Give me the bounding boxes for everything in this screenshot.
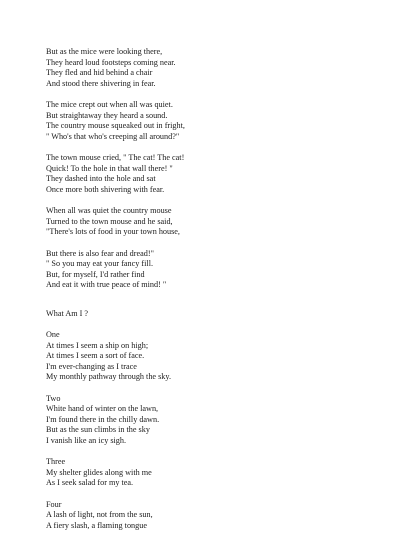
poem-line: I vanish like an icy sigh. [46,435,127,445]
poem-line: But, for myself, I'd rather find [46,269,145,279]
riddle-number: Three [46,457,66,466]
stanza [46,206,386,238]
riddle [46,394,386,447]
poem-line: A fiery slash, a flaming tongue [46,520,147,530]
poem-line: And stood there shivering in fear. [46,78,156,88]
poem-line: Quick! To the hole in that wall there! " [46,163,173,173]
riddle [46,500,386,532]
poem-line: A lash of light, not from the sun, [46,510,153,519]
stanza [46,153,386,195]
poem-line: But as the sun climbs in the sky [46,425,150,434]
poem-title: What Am I ? [46,308,89,318]
riddle [46,330,386,383]
riddle-number: Two [46,393,61,403]
riddle-number: One [46,330,60,339]
riddle-number: Four [46,499,62,509]
poem-line: The town mouse cried, " The cat! The cat! [46,153,185,162]
poem-line: " Who's that who's creeping all around?" [46,131,180,141]
stanza [46,47,386,89]
poem-line: They heard loud footsteps coming near. [46,57,176,67]
poem-line: But there is also fear and dread!" [46,248,154,258]
poem-line: My shelter glides along with me [46,467,152,477]
poem-town-mouse [46,47,386,291]
poem-line: I'm ever-changing as I trace [46,361,137,371]
page-content [46,47,386,542]
riddle [46,457,386,489]
poem-line: White hand of winter on the lawn, [46,404,159,413]
poem-what-am-i [46,309,386,532]
poem-line: At times I seem a ship on high; [46,340,149,350]
poem-line: They dashed into the hole and sat [46,174,156,183]
poem-line: "There's lots of food in your town house, [46,227,180,236]
stanza [46,249,386,291]
poem-line: My monthly pathway through the sky. [46,372,171,381]
poem-line: At times I seem a sort of face. [46,351,145,360]
poem-line: When all was quiet the country mouse [46,206,172,215]
poem-line: " So you may eat your fancy fill. [46,259,154,268]
poem-line: They fled and hid behind a chair [46,68,153,77]
poem-line: But straightaway they heard a sound. [46,110,168,120]
poem-line: Once more both shivering with fear. [46,184,165,194]
poem-line: I'm found there in the chilly dawn. [46,414,160,424]
poem-line: And eat it with true peace of mind! " [46,280,167,289]
poem-line: But as the mice were looking there, [46,47,163,56]
poem-line: Turned to the town mouse and he said, [46,216,173,226]
poem-line: As I seek salad for my tea. [46,478,134,487]
poem-line: The country mouse squeaked out in fright, [46,121,185,130]
poem-line: The mice crept out when all was quiet. [46,100,173,109]
stanza [46,100,386,142]
